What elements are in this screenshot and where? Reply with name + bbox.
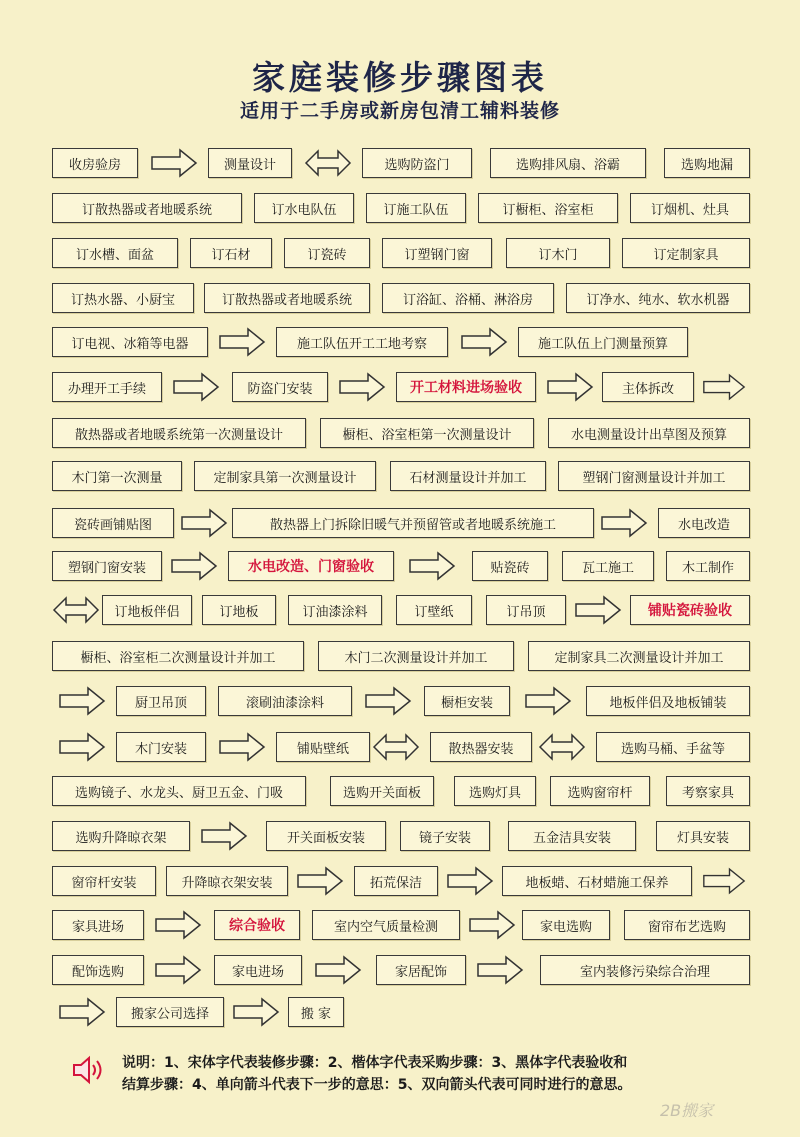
step-box: 施工队伍开工工地考察 bbox=[276, 327, 448, 357]
step-box: 订施工队伍 bbox=[366, 193, 466, 223]
right-arrow-icon bbox=[218, 327, 266, 357]
page-title: 家庭装修步骤图表 bbox=[252, 58, 548, 97]
step-box: 选购升降晾衣架 bbox=[52, 821, 190, 851]
step-box: 订石材 bbox=[190, 238, 272, 268]
step-box: 橱柜、浴室柜二次测量设计并加工 bbox=[52, 641, 304, 671]
step-box: 橱柜安装 bbox=[424, 686, 510, 716]
step-box: 收房验房 bbox=[52, 148, 138, 178]
step-box: 家电选购 bbox=[522, 910, 610, 940]
page-subtitle: 适用于二手房或新房包清工辅料装修 bbox=[239, 100, 560, 122]
right-arrow-icon bbox=[150, 148, 198, 178]
right-arrow-icon bbox=[476, 955, 524, 985]
right-arrow-icon bbox=[154, 955, 202, 985]
step-box: 升降晾衣架安装 bbox=[166, 866, 288, 896]
step-box: 订油漆涂料 bbox=[288, 595, 382, 625]
right-arrow-icon bbox=[600, 508, 648, 538]
double-arrow-icon bbox=[538, 732, 586, 762]
step-box: 橱柜、浴室柜第一次测量设计 bbox=[320, 418, 534, 448]
step-box: 选购灯具 bbox=[454, 776, 536, 806]
step-box: 订木门 bbox=[506, 238, 610, 268]
step-box-acceptance: 铺贴瓷砖验收 bbox=[630, 595, 750, 625]
step-box: 木门二次测量设计并加工 bbox=[318, 641, 514, 671]
right-arrow-icon bbox=[180, 508, 228, 538]
step-box: 订地板 bbox=[202, 595, 276, 625]
step-box: 订壁纸 bbox=[396, 595, 472, 625]
right-arrow-icon bbox=[218, 732, 266, 762]
step-box: 选购地漏 bbox=[664, 148, 750, 178]
right-arrow-icon bbox=[232, 997, 280, 1027]
step-box: 选购防盗门 bbox=[362, 148, 472, 178]
step-box: 室内空气质量检测 bbox=[312, 910, 460, 940]
step-box: 地板伴侣及地板铺装 bbox=[586, 686, 750, 716]
step-box: 家居配饰 bbox=[376, 955, 466, 985]
step-box: 办理开工手续 bbox=[52, 372, 162, 402]
step-box: 镜子安装 bbox=[400, 821, 490, 851]
step-box: 选购窗帘杆 bbox=[550, 776, 650, 806]
step-box: 窗帘杆安装 bbox=[52, 866, 156, 896]
step-box: 室内装修污染综合治理 bbox=[540, 955, 750, 985]
step-box: 订瓷砖 bbox=[284, 238, 370, 268]
step-box: 订地板伴侣 bbox=[102, 595, 192, 625]
step-box: 窗帘布艺选购 bbox=[624, 910, 750, 940]
step-box: 水电改造 bbox=[658, 508, 750, 538]
step-box: 搬家公司选择 bbox=[116, 997, 224, 1027]
step-box-acceptance: 水电改造、门窗验收 bbox=[228, 551, 394, 581]
step-box: 选购镜子、水龙头、厨卫五金、门吸 bbox=[52, 776, 306, 806]
watermark: 2B搬家 bbox=[660, 1101, 714, 1120]
right-arrow-icon bbox=[446, 866, 494, 896]
step-box: 滚刷油漆涂料 bbox=[218, 686, 352, 716]
step-box-acceptance: 开工材料进场验收 bbox=[396, 372, 536, 402]
right-arrow-icon bbox=[154, 910, 202, 940]
step-box: 贴瓷砖 bbox=[472, 551, 548, 581]
step-box: 木门第一次测量 bbox=[52, 461, 182, 491]
double-arrow-icon bbox=[304, 148, 352, 178]
legend-line-1: 说明：1、宋体字代表装修步骤：2、楷体字代表采购步骤：3、黑体字代表验收和 bbox=[122, 1055, 628, 1071]
right-arrow-icon bbox=[408, 551, 456, 581]
right-arrow-icon bbox=[546, 372, 594, 402]
step-box: 塑钢门窗测量设计并加工 bbox=[558, 461, 750, 491]
step-box: 五金洁具安装 bbox=[508, 821, 636, 851]
step-box: 订橱柜、浴室柜 bbox=[478, 193, 618, 223]
step-box: 施工队伍上门测量预算 bbox=[518, 327, 688, 357]
step-box: 选购马桶、手盆等 bbox=[596, 732, 750, 762]
step-box: 木工制作 bbox=[666, 551, 750, 581]
legend-text bbox=[122, 1052, 722, 1096]
double-arrow-icon bbox=[372, 732, 420, 762]
step-box: 家具进场 bbox=[52, 910, 144, 940]
step-box: 订热水器、小厨宝 bbox=[52, 283, 194, 313]
right-arrow-icon bbox=[58, 732, 106, 762]
step-box: 订水电队伍 bbox=[254, 193, 354, 223]
step-box: 水电测量设计出草图及预算 bbox=[548, 418, 750, 448]
legend-line-2: 结算步骤：4、单向箭斗代表下一步的意思：5、双向箭头代表可同时进行的意思。 bbox=[122, 1077, 632, 1093]
double-arrow-icon bbox=[52, 595, 100, 625]
right-arrow-icon bbox=[296, 866, 344, 896]
step-box: 石材测量设计并加工 bbox=[390, 461, 546, 491]
step-box: 订吊顶 bbox=[486, 595, 566, 625]
right-arrow-icon bbox=[58, 686, 106, 716]
step-box: 瓷砖画铺贴图 bbox=[52, 508, 174, 538]
step-box: 家电进场 bbox=[214, 955, 302, 985]
step-box: 订水槽、面盆 bbox=[52, 238, 178, 268]
right-arrow-icon bbox=[524, 686, 572, 716]
step-box: 订烟机、灶具 bbox=[630, 193, 750, 223]
step-box: 散热器或者地暖系统第一次测量设计 bbox=[52, 418, 306, 448]
right-arrow-icon bbox=[172, 372, 220, 402]
step-box: 散热器安装 bbox=[430, 732, 532, 762]
step-box: 定制家具二次测量设计并加工 bbox=[528, 641, 750, 671]
step-box: 塑钢门窗安装 bbox=[52, 551, 162, 581]
step-box: 定制家具第一次测量设计 bbox=[194, 461, 376, 491]
step-box: 配饰选购 bbox=[52, 955, 144, 985]
right-arrow-icon bbox=[702, 866, 746, 896]
right-arrow-icon bbox=[468, 910, 516, 940]
step-box: 铺贴壁纸 bbox=[276, 732, 370, 762]
step-box: 防盗门安装 bbox=[232, 372, 328, 402]
step-box: 订散热器或者地暖系统 bbox=[52, 193, 242, 223]
step-box: 订净水、纯水、软水机器 bbox=[566, 283, 750, 313]
step-box: 搬 家 bbox=[288, 997, 344, 1027]
right-arrow-icon bbox=[338, 372, 386, 402]
step-box: 拓荒保洁 bbox=[354, 866, 438, 896]
step-box: 开关面板安装 bbox=[266, 821, 386, 851]
step-box: 订塑钢门窗 bbox=[382, 238, 492, 268]
step-box-acceptance: 综合验收 bbox=[214, 910, 300, 940]
right-arrow-icon bbox=[314, 955, 362, 985]
speaker-icon bbox=[72, 1055, 106, 1085]
step-box: 灯具安装 bbox=[656, 821, 750, 851]
step-box: 散热器上门拆除旧暖气并预留管或者地暖系统施工 bbox=[232, 508, 594, 538]
right-arrow-icon bbox=[170, 551, 218, 581]
right-arrow-icon bbox=[200, 821, 248, 851]
step-box: 厨卫吊顶 bbox=[116, 686, 206, 716]
step-box: 主体拆改 bbox=[602, 372, 694, 402]
step-box: 订定制家具 bbox=[622, 238, 750, 268]
step-box: 订浴缸、浴桶、淋浴房 bbox=[382, 283, 554, 313]
step-box: 木门安装 bbox=[116, 732, 206, 762]
step-box: 订电视、冰箱等电器 bbox=[52, 327, 208, 357]
step-box: 选购排风扇、浴霸 bbox=[490, 148, 646, 178]
step-box: 选购开关面板 bbox=[330, 776, 434, 806]
right-arrow-icon bbox=[58, 997, 106, 1027]
step-box: 订散热器或者地暖系统 bbox=[204, 283, 370, 313]
right-arrow-icon bbox=[574, 595, 622, 625]
step-box: 瓦工施工 bbox=[562, 551, 654, 581]
step-box: 考察家具 bbox=[666, 776, 750, 806]
right-arrow-icon bbox=[702, 372, 746, 402]
step-box: 测量设计 bbox=[208, 148, 292, 178]
step-box: 地板蜡、石材蜡施工保养 bbox=[502, 866, 692, 896]
right-arrow-icon bbox=[460, 327, 508, 357]
right-arrow-icon bbox=[364, 686, 412, 716]
